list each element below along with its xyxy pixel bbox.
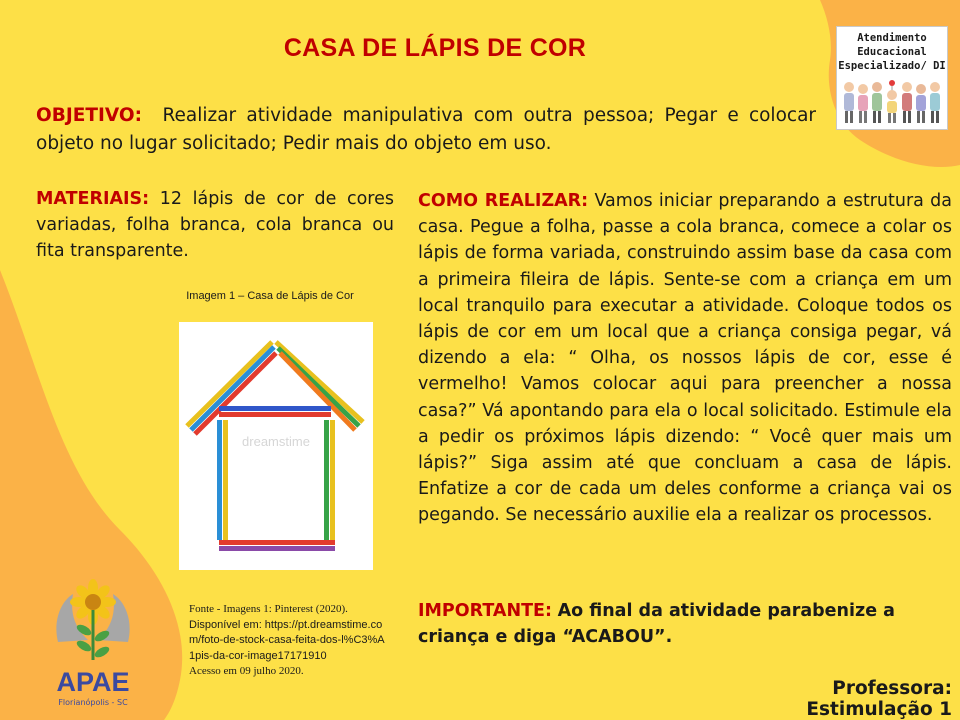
- objetivo-section: [36, 102, 816, 158]
- image-watermark: dreamstime: [242, 434, 310, 449]
- como-realizar-section: [418, 188, 952, 529]
- como-realizar-text: Vamos iniciar preparando a estrutura da casa. Pegue a folha, passe a cola branca, comece a colar os lápis de forma variada, construindo assim base da casa com a primeira fileira de lápis. Sente-se com a criança em um local tranquilo para executar a atividade. Coloque todos os lápis de cor em um local que a criança consiga pegar, vá dizendo a ela: “ Olha, os nossos lápis de cor, esse é vermelho! Vamos colocar aqui para preencher a nossa casa?” Vá apontando para ela o local solicitado. Estimule ela a pedir os próximos lápis dizendo: “ Você quer mais um lápis?” Siga assim até que concluam a casa de lápis. Enfatize a cor de cada um deles conforme a criança vai os pegando. Se necessário auxilie ela a realizar os processos.: [418, 191, 952, 526]
- page-title: CASA DE LÁPIS DE COR: [283, 34, 587, 62]
- source-citation: [189, 602, 389, 680]
- aee-logo-line: Especializado/ DI: [838, 60, 946, 72]
- objetivo-label: OBJETIVO:: [36, 105, 142, 126]
- apae-name: APAE: [56, 667, 130, 697]
- source-url: Disponível em: https://pt.dreamstime.com/foto-de-stock-casa-feita-dos-l%C3%A1pis-da-cor-image17171910: [189, 618, 385, 662]
- aee-logo-line: Atendimento: [857, 32, 927, 44]
- importante-section: [418, 598, 952, 650]
- image-caption: Imagem 1 – Casa de Lápis de Cor: [186, 290, 354, 302]
- materiais-text: 12 lápis de cor de cores variadas, folha branca, cola branca ou fita transparente.: [36, 189, 394, 261]
- source-line: Fonte - Imagens 1: Pinterest (2020).: [189, 603, 348, 615]
- materiais-label: MATERIAIS:: [36, 189, 150, 209]
- importante-text: Ao final da atividade parabenize a criança e diga “ACABOU”.: [418, 601, 895, 647]
- access-date: Acesso em 09 julho 2020.: [189, 665, 304, 677]
- pencil-house-image: [179, 322, 373, 570]
- aee-logo: [836, 26, 948, 130]
- apae-city: Florianópolis - SC: [58, 698, 128, 707]
- sunflower-hands-icon: [48, 572, 138, 667]
- aee-logo-line: Educacional: [857, 46, 927, 58]
- materiais-section: [36, 186, 394, 264]
- importante-label: IMPORTANTE:: [418, 601, 552, 621]
- teacher-label: Professora: Estimulação 1: [806, 678, 952, 720]
- pencil-house-drawing: [179, 322, 373, 570]
- objetivo-text: Realizar atividade manipulativa com outra pessoa; Pegar e colocar objeto no lugar solicitado; Pedir mais do objeto em uso.: [36, 105, 817, 154]
- children-illustration: [841, 77, 943, 125]
- como-realizar-label: COMO REALIZAR:: [418, 191, 589, 211]
- apae-logo: [30, 572, 156, 712]
